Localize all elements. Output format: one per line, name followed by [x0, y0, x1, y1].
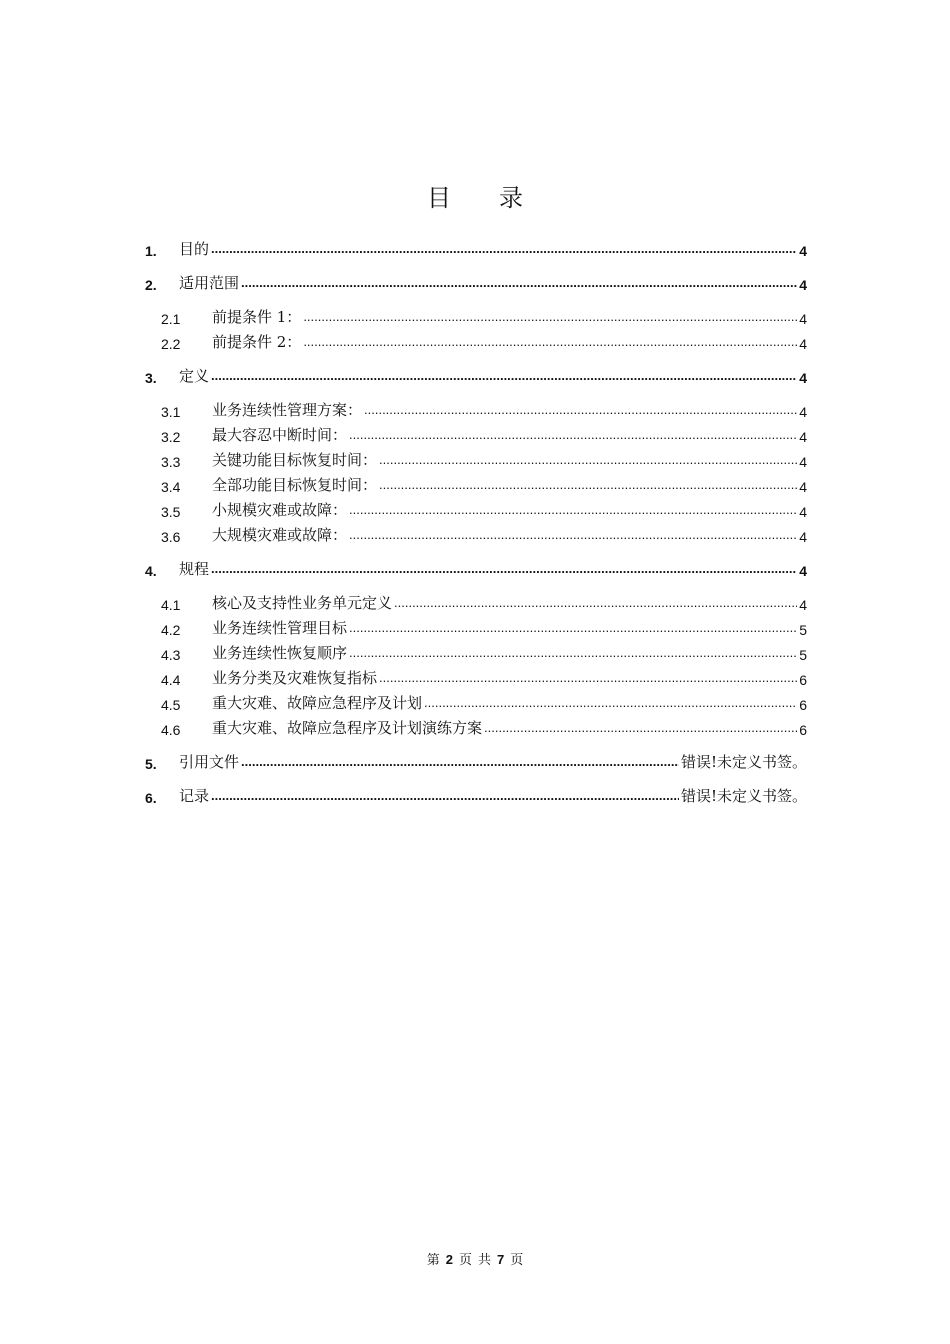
toc-entry-title: 前提条件 1： — [212, 308, 302, 326]
toc-leader-dots — [484, 721, 797, 740]
toc-leader-dots — [349, 621, 797, 640]
toc-entry[interactable] — [145, 472, 807, 497]
toc-entry-page: 4 — [799, 504, 807, 520]
toc-entry-title: 规程 — [179, 560, 210, 578]
toc-entry-title: 业务分类及灾难恢复指标 — [212, 669, 378, 687]
toc-entry-title: 重大灾难、故障应急程序及计划演练方案 — [212, 719, 483, 737]
toc-entry-number: 2. — [145, 277, 157, 293]
toc-entry-number: 2.2 — [161, 336, 181, 352]
toc-entry-number: 4.4 — [161, 672, 181, 688]
toc-leader-dots — [349, 528, 797, 547]
toc-entry-page: 4 — [799, 311, 807, 327]
toc-entry[interactable] — [145, 715, 807, 740]
toc-entry-page: 错误!未定义书签。 — [680, 753, 807, 771]
toc-entry[interactable] — [145, 615, 807, 640]
toc-entry-title: 记录 — [179, 787, 210, 805]
toc-entry-number: 4.6 — [161, 722, 181, 738]
toc-entry-number: 3.5 — [161, 504, 181, 520]
toc-entry-page: 错误!未定义书签。 — [680, 787, 807, 805]
toc-entry[interactable] — [145, 640, 807, 665]
toc-entry-title: 定义 — [179, 367, 210, 385]
toc-entry-page: 5 — [799, 622, 807, 638]
toc-entry-number: 3.3 — [161, 454, 181, 470]
toc-entry-title: 大规模灾难或故障： — [212, 526, 348, 544]
toc-entry[interactable] — [145, 397, 807, 422]
toc-entry[interactable] — [145, 363, 807, 388]
toc-entry-title: 目的 — [179, 240, 210, 258]
toc-entry[interactable] — [145, 590, 807, 615]
toc-entry-title: 重大灾难、故障应急程序及计划 — [212, 694, 423, 712]
toc-entry[interactable] — [145, 690, 807, 715]
toc-entry[interactable] — [145, 270, 807, 295]
toc-entry-title: 引用文件 — [179, 753, 240, 771]
footer-word: 第 — [426, 1253, 440, 1268]
toc-entry-number: 4.5 — [161, 697, 181, 713]
toc-entry-page: 4 — [799, 277, 807, 293]
toc-entry-page: 6 — [799, 672, 807, 688]
toc-leader-dots — [303, 335, 797, 354]
toc-entry-title: 核心及支持性业务单元定义 — [212, 594, 393, 612]
toc-entry-number: 4.1 — [161, 597, 181, 613]
toc-entry-page: 6 — [799, 722, 807, 738]
toc-leader-dots — [303, 310, 797, 329]
toc-leader-dots — [211, 789, 679, 808]
toc-entry-page: 6 — [799, 697, 807, 713]
toc-entry-number: 2.1 — [161, 311, 181, 327]
toc-entry-title: 适用范围 — [179, 274, 240, 292]
toc-entry[interactable] — [145, 329, 807, 354]
page-footer — [0, 1249, 950, 1268]
toc-entry-title: 业务连续性管理方案： — [212, 401, 363, 419]
toc-entry-page: 4 — [799, 563, 807, 579]
toc-entry-page: 4 — [799, 597, 807, 613]
toc-title-char-1: 目 — [427, 184, 451, 212]
toc-leader-dots — [424, 696, 797, 715]
toc-entry-title: 小规模灾难或故障： — [212, 501, 348, 519]
toc-leader-dots — [394, 596, 797, 615]
toc-leader-dots — [379, 671, 797, 690]
toc-entry[interactable] — [145, 497, 807, 522]
toc-entry-number: 4.3 — [161, 647, 181, 663]
toc-entry[interactable] — [145, 522, 807, 547]
toc-title — [0, 178, 950, 213]
toc-entry-number: 3. — [145, 370, 157, 386]
toc-entry-page: 4 — [799, 243, 807, 259]
toc-entry-number: 3.4 — [161, 479, 181, 495]
toc-entry-title: 关键功能目标恢复时间： — [212, 451, 378, 469]
toc-leader-dots — [379, 478, 797, 497]
table-of-contents — [145, 236, 807, 808]
toc-entry-number: 3.1 — [161, 404, 181, 420]
toc-entry-page: 4 — [799, 529, 807, 545]
footer-word: 页 — [510, 1253, 524, 1268]
toc-entry-number: 4. — [145, 563, 157, 579]
toc-entry-title: 业务连续性恢复顺序 — [212, 644, 348, 662]
footer-word: 共 — [478, 1253, 492, 1268]
toc-leader-dots — [349, 503, 797, 522]
toc-leader-dots — [211, 369, 797, 388]
toc-entry-number: 3.6 — [161, 529, 181, 545]
toc-entry-page: 4 — [799, 336, 807, 352]
footer-word: 页 — [458, 1253, 472, 1268]
toc-entry-title: 业务连续性管理目标 — [212, 619, 348, 637]
toc-entry[interactable] — [145, 783, 807, 808]
toc-leader-dots — [211, 242, 797, 261]
toc-entry[interactable] — [145, 447, 807, 472]
toc-entry-page: 4 — [799, 370, 807, 386]
toc-entry[interactable] — [145, 665, 807, 690]
toc-title-char-2: 录 — [499, 184, 523, 212]
toc-entry[interactable] — [145, 749, 807, 774]
toc-entry-page: 4 — [799, 429, 807, 445]
toc-entry-page: 4 — [799, 454, 807, 470]
toc-entry[interactable] — [145, 556, 807, 581]
toc-entry[interactable] — [145, 236, 807, 261]
toc-entry[interactable] — [145, 422, 807, 447]
toc-entry-page: 4 — [799, 404, 807, 420]
toc-leader-dots — [364, 403, 797, 422]
toc-entry-number: 6. — [145, 790, 157, 806]
toc-entry-number: 4.2 — [161, 622, 181, 638]
toc-leader-dots — [349, 646, 797, 665]
toc-leader-dots — [349, 428, 797, 447]
footer-total-pages: 7 — [497, 1252, 505, 1267]
toc-entry-page: 5 — [799, 647, 807, 663]
toc-entry-title: 全部功能目标恢复时间： — [212, 476, 378, 494]
toc-leader-dots — [379, 453, 797, 472]
toc-entry-title: 前提条件 2： — [212, 333, 302, 351]
toc-entry[interactable] — [145, 304, 807, 329]
toc-entry-title: 最大容忍中断时间： — [212, 426, 348, 444]
toc-leader-dots — [241, 755, 679, 774]
toc-leader-dots — [241, 276, 797, 295]
toc-entry-number: 1. — [145, 243, 157, 259]
toc-entry-number: 5. — [145, 756, 157, 772]
toc-entry-page: 4 — [799, 479, 807, 495]
toc-leader-dots — [211, 562, 797, 581]
footer-current-page: 2 — [445, 1252, 453, 1267]
toc-entry-number: 3.2 — [161, 429, 181, 445]
